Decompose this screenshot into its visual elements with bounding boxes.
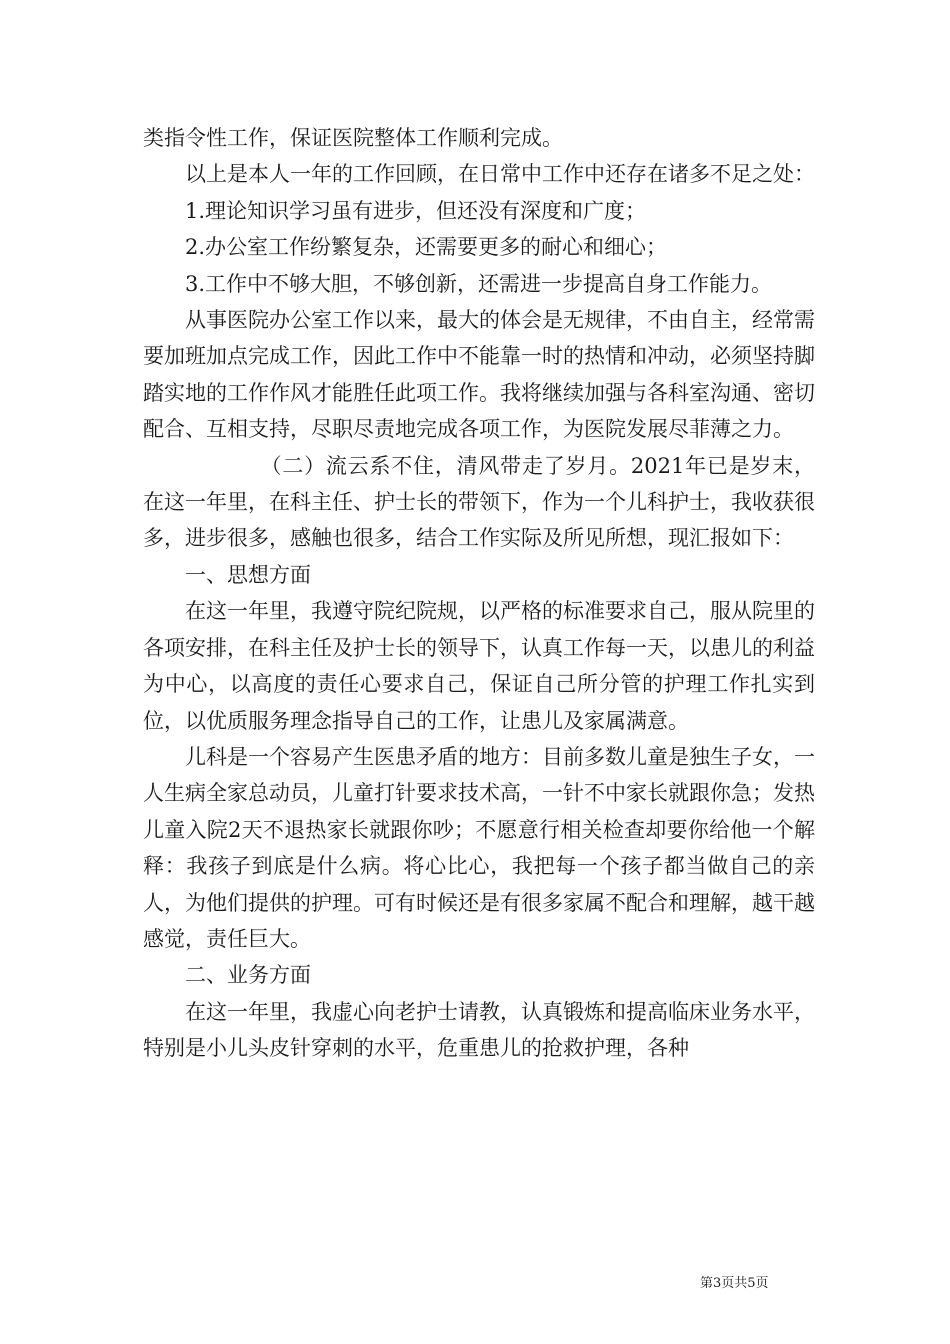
paragraph-pediatrics: 儿科是一个容易产生医患矛盾的地方：目前多数儿童是独生子女，一人生病全家总动员，儿童打针要求技术高，一针不中家长就跟你急；发热儿童入院2天不退热家长就跟你吵；不愿意行相关检查却要你给他一个解释：我孩子到底是什么病。将心比心，我把每一个孩子都当做自己的亲人，为他们提供的护理。可有时候还是有很多家属不配合和理解，越干越感觉，责任巨大。 <box>143 744 815 951</box>
paragraph-continuation: 类指令性工作，保证医院整体工作顺利完成。 <box>143 126 563 150</box>
list-item-3: 3.工作中不够大胆，不够创新，还需进一步提高自身工作能力。 <box>185 271 773 296</box>
page-number: 第3页共5页 <box>700 1276 769 1291</box>
list-item-2: 2.办公室工作纷繁复杂，还需要更多的耐心和细心； <box>185 235 668 260</box>
paragraph-thought: 在这一年里，我遵守院纪院规，以严格的标准要求自己，服从院里的各项安排，在科主任及护士长的领导下，认真工作每一天，以患儿的利益为中心，以高度的责任心要求自己，保证自己所分管的护理工作扎实到位，以优质服务理念指导自己的工作，让患儿及家属满意。 <box>143 599 815 733</box>
section-two-intro: （二）流云系不住，清风带走了岁月。2021年已是岁末，在这一年里，在科主任、护士长的带领下，作为一个儿科护士，我收获很多，进步很多，感触也很多，结合工作实际及所见所想，现汇报如下： <box>143 453 815 551</box>
heading-business: 二、业务方面 <box>185 963 311 988</box>
document-body <box>143 120 815 1067</box>
paragraph-review-intro: 以上是本人一年的工作回顾，在日常中工作中还存在诸多不足之处： <box>185 162 815 187</box>
heading-thought: 一、思想方面 <box>185 562 311 587</box>
list-item-1: 1.理论知识学习虽有进步，但还没有深度和广度； <box>185 198 647 223</box>
paragraph-experience: 从事医院办公室工作以来，最大的体会是无规律，不由自主，经常需要加班加点完成工作，因此工作中不能靠一时的热情和冲动，必须坚持脚踏实地的工作作风才能胜任此项工作。我将继续加强与各科室沟通、密切配合、互相支持，尽职尽责地完成各项工作，为医院发展尽菲薄之力。 <box>143 308 815 442</box>
paragraph-business: 在这一年里，我虚心向老护士请教，认真锻炼和提高临床业务水平，特别是小儿头皮针穿刺的水平，危重患儿的抢救护理，各种 <box>143 999 815 1061</box>
